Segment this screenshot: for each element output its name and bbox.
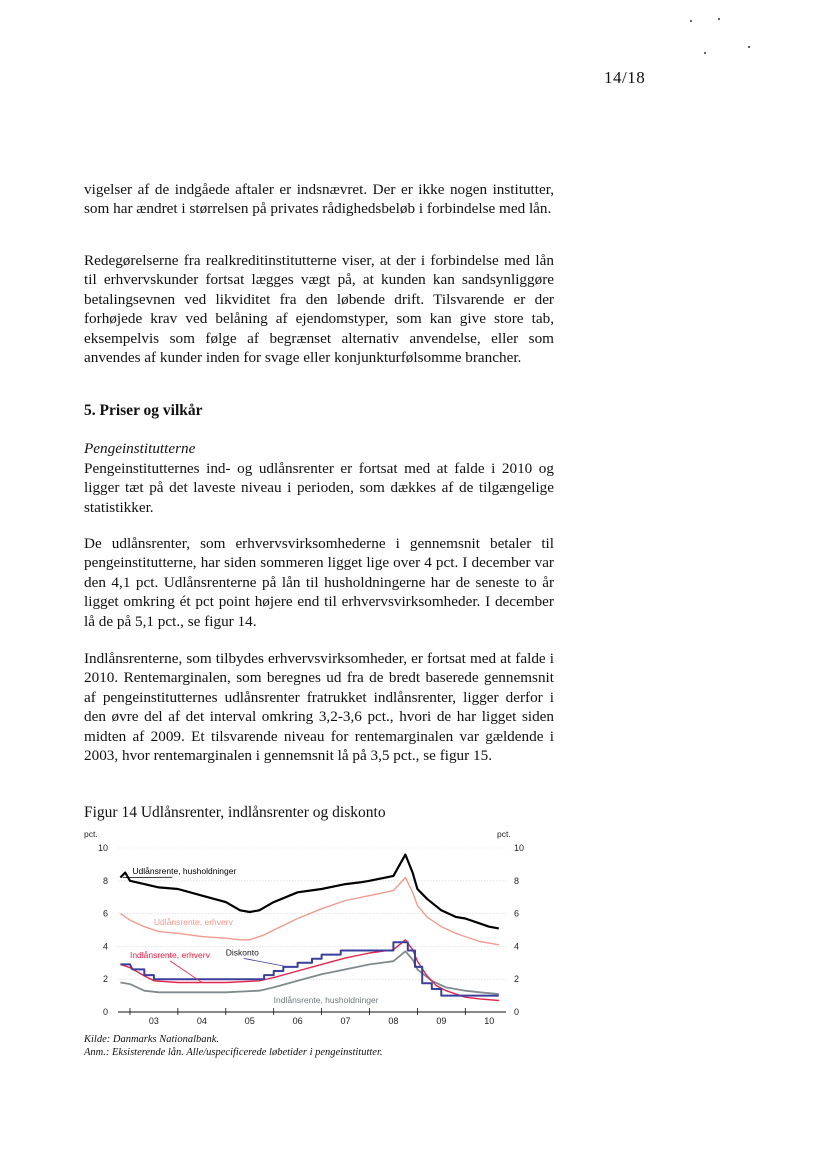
paragraph-1-text: vigelser af de indgåede aftaler er indsnævret. Der er ikke nogen institutter, som har ændret i størrelsen på privates rådighedsbeløb i forbindelse med lån. (84, 181, 554, 218)
x-tick-label: 06 (292, 1016, 303, 1026)
x-tick-label: 03 (148, 1016, 159, 1026)
y-tick-label: 2 (102, 974, 108, 985)
x-tick-label: 09 (436, 1016, 447, 1026)
paragraph-2-text: Redegørelserne fra realkreditinstitutterne viser, at der i forbindelse med lån til erhvervskunder fortsat lægges vægt på, at kunden kan sandsynliggøre betalingsevnen ved likviditet fra den løbende drift. Tilsvarende er der forhøjede krav ved belåning af ejendomstyper, som kan give store tab, eksempelvis som følge af begrænset alternativ anvendelse, eller som anvendes af kunder inden for svage eller konjunkturfølsomme brancher. (84, 252, 554, 367)
series-label: Diskonto (225, 947, 259, 958)
paragraph-4 (84, 534, 554, 631)
page-number: 14/18 (604, 68, 646, 87)
scan-speck (690, 20, 692, 22)
figure-title: Figur 14 Udlånsrenter, indlånsrenter og diskonto (84, 804, 386, 821)
y-tick-label: 8 (514, 875, 520, 886)
y-axis-label-left: pct. (84, 829, 98, 839)
scan-speck (748, 46, 750, 48)
paragraph-5-text: Indlånsrenterne, som tilbydes erhvervsvirksomheder, er fortsat med at falde i 2010. Rentemarginalen, som beregnes ud fra de bredt baserede gennemsnit af pengeinstitutternes udlånsrenter fratrukket indlånsrenter, ligger derfor i den øvre del af det interval omkring 3,2-3,6 pct., hvori de har ligget siden midten af 2009. Et tilsvarende niveau for rentemarginalen var gældende i 2003, hvor rentemarginalen i gennemsnit lå på 3,5 pct., se figur 15. (84, 650, 554, 765)
series-label: Udlånsrente, erhverv (153, 917, 233, 928)
subheading: Pengeinstitutterne (84, 440, 196, 457)
y-tick-label: 10 (514, 843, 525, 853)
y-tick-label: 6 (102, 908, 108, 919)
paragraph-4-text: De udlånsrenter, som erhvervsvirksomhederne i gennemsnit betaler til pengeinstitutterne, har siden sommeren ligget lige over 4 pct. I december var den 4,1 pct. Udlånsrenterne på lån til husholdningerne har de seneste to år ligget omkring ét pct point højere end til erhvervsvirksomheder. I december lå de på 5,1 pct., se figur 14. (84, 535, 554, 630)
y-tick-label: 4 (514, 941, 520, 952)
series-label: Indlånsrente, husholdninger (273, 994, 379, 1005)
y-axis-label-right: pct. (497, 829, 511, 839)
paragraph-2 (84, 251, 554, 367)
paragraph-3-text: Pengeinstitutternes ind- og udlånsrenter er fortsat med at falde i 2010 og ligger tæt på det laveste niveau i perioden, som dækkes af de tilgængelige statistikker. (84, 460, 554, 516)
section-heading: 5. Priser og vilkår (84, 402, 203, 419)
figure-source: Kilde: Danmarks Nationalbank. (84, 1034, 220, 1045)
y-tick-label: 4 (102, 941, 108, 952)
y-tick-label: 0 (514, 1007, 520, 1017)
line-chart (74, 822, 554, 1032)
x-tick-label: 05 (244, 1016, 255, 1026)
y-ticks-left (98, 843, 108, 1017)
y-tick-label: 0 (102, 1007, 108, 1017)
scan-speck (718, 18, 720, 20)
paragraph-1 (84, 180, 554, 219)
figure-notes (84, 1033, 383, 1059)
scan-speck (704, 52, 706, 54)
y-tick-label: 6 (514, 908, 520, 919)
series-label: Udlånsrente, husholdninger (132, 866, 237, 877)
series-lines (120, 855, 498, 1001)
paragraph-3 (84, 459, 554, 517)
figure-note: Anm.: Eksisterende lån. Alle/uspecificerede løbetider i pengeinstitutter. (84, 1047, 383, 1058)
series-label: Indlånsrente, erhverv (129, 949, 210, 960)
y-tick-label: 10 (97, 843, 108, 853)
x-tick-label: 08 (388, 1016, 399, 1026)
x-tick-label: 07 (340, 1016, 351, 1026)
x-tick-label: 10 (484, 1016, 495, 1026)
label-pointer (244, 958, 288, 966)
paragraph-5 (84, 649, 554, 765)
x-axis (118, 1008, 506, 1026)
y-tick-label: 2 (514, 974, 520, 985)
x-tick-label: 04 (196, 1016, 207, 1026)
y-ticks-right (514, 843, 524, 1017)
y-tick-label: 8 (102, 875, 108, 886)
